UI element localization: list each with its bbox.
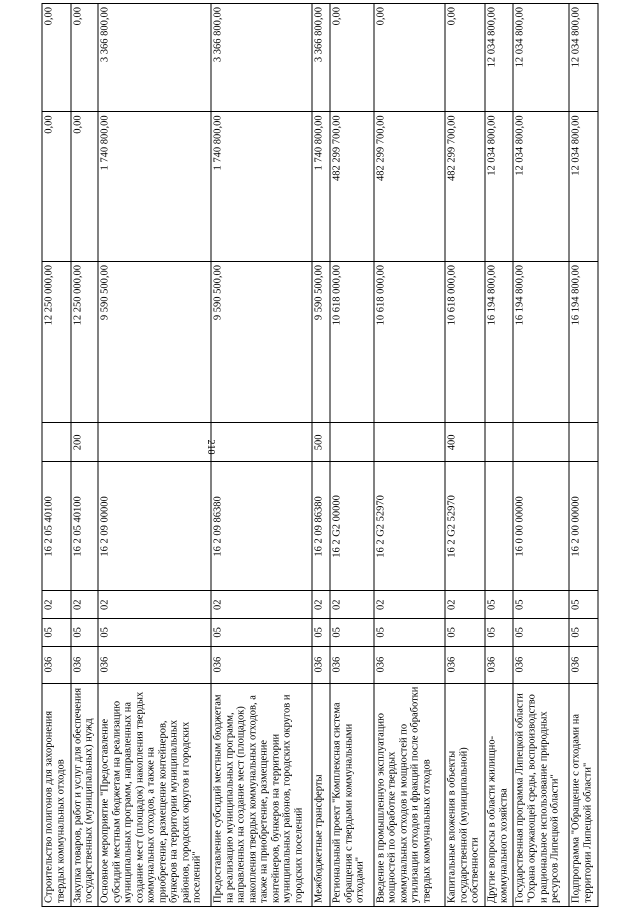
table-row (312, 4, 330, 907)
grbs-code: 036 (569, 646, 598, 683)
expense-type-code (485, 423, 514, 462)
amount-year-2: 12 034 800,00 (569, 112, 598, 262)
section-code: 05 (42, 619, 71, 647)
subsection-code: 05 (513, 591, 569, 619)
expense-type-code (374, 423, 446, 462)
row-name: Капитальные вложения в объекты государственной (муниципальной) собственности (445, 683, 485, 906)
subsection-code: 02 (42, 591, 71, 619)
target-item-code: 16 2 05 40100 (42, 462, 71, 591)
table-row (42, 4, 71, 907)
table-row (513, 4, 569, 907)
grbs-code: 036 (71, 646, 99, 683)
amount-year-2: 482 299 700,00 (330, 112, 373, 262)
amount-year-3: 3 366 800,00 (98, 4, 211, 112)
subsection-code: 02 (374, 591, 446, 619)
row-name: Межбюджетные трансферты (312, 683, 330, 906)
expense-type-code (42, 423, 71, 462)
section-code: 05 (211, 619, 312, 647)
target-item-code: 16 2 05 40100 (71, 462, 99, 591)
row-name: Подпрограмма "Обращение с отходами на территории Липецкой области" (569, 683, 598, 906)
amount-year-2: 482 299 700,00 (374, 112, 446, 262)
amount-year-3: 0,00 (374, 4, 446, 112)
amount-year-1: 12 250 000,00 (42, 262, 71, 423)
table-row (211, 4, 312, 907)
grbs-code: 036 (513, 646, 569, 683)
row-name: Региональный проект "Комплексная система обращения с твердыми коммунальными отходами" (330, 683, 373, 906)
section-code: 05 (374, 619, 446, 647)
subsection-code: 02 (211, 591, 312, 619)
table-row (330, 4, 373, 907)
expense-type-code (211, 423, 312, 462)
section-code: 05 (485, 619, 514, 647)
grbs-code: 036 (374, 646, 446, 683)
section-code: 05 (513, 619, 569, 647)
target-item-code: 16 2 09 86380 (312, 462, 330, 591)
subsection-code: 02 (71, 591, 99, 619)
amount-year-2: 1 740 800,00 (312, 112, 330, 262)
section-code: 05 (71, 619, 99, 647)
section-code: 05 (312, 619, 330, 647)
row-name: Закупка товаров, работ и услуг для обеспечения государственных (муниципальных) нужд (71, 683, 99, 906)
target-item-code (485, 462, 514, 591)
target-item-code: 16 2 G2 52970 (445, 462, 485, 591)
section-code: 05 (98, 619, 211, 647)
table-row (98, 4, 211, 907)
expense-type-code: 400 (445, 423, 485, 462)
table-row (485, 4, 514, 907)
target-item-code: 16 2 G2 52970 (374, 462, 446, 591)
page-number: 210 (205, 439, 216, 455)
subsection-code: 05 (569, 591, 598, 619)
target-item-code: 16 0 00 00000 (513, 462, 569, 591)
expense-type-code: 500 (312, 423, 330, 462)
amount-year-1: 9 590 500,00 (98, 262, 211, 423)
section-code: 05 (330, 619, 373, 647)
amount-year-1: 10 618 000,00 (445, 262, 485, 423)
section-code: 05 (445, 619, 485, 647)
amount-year-3: 12 034 800,00 (513, 4, 569, 112)
budget-table (42, 3, 599, 907)
amount-year-1: 10 618 000,00 (330, 262, 373, 423)
amount-year-3: 3 366 800,00 (211, 4, 312, 112)
subsection-code: 02 (98, 591, 211, 619)
subsection-code: 02 (445, 591, 485, 619)
subsection-code: 05 (485, 591, 514, 619)
amount-year-2: 12 034 800,00 (513, 112, 569, 262)
grbs-code: 036 (485, 646, 514, 683)
target-item-code: 16 2 09 00000 (98, 462, 211, 591)
amount-year-1: 16 194 800,00 (485, 262, 514, 423)
table-row (445, 4, 485, 907)
table-row (569, 4, 598, 907)
amount-year-2: 482 299 700,00 (445, 112, 485, 262)
amount-year-1: 9 590 500,00 (211, 262, 312, 423)
row-name: Государственная программа Липецкой области "Охрана окружающей среды, воспроизводство и рациональное использование природных ресурсов Липецкой области" (513, 683, 569, 906)
row-name: Введение в промышленную эксплуатацию мощностей по обработке твердых коммунальных отходов и мощностей по утилизации отходов и фракций после обработки твердых коммунальных отходов (374, 683, 446, 906)
amount-year-2: 12 034 800,00 (485, 112, 514, 262)
row-name: Основное мероприятие "Предоставление субсидий местным бюджетам на реализацию муниципальных программ, направленных на создание мест (площадок) накопления твердых коммунальных отходов, а также на приобретение, размещение контейнеров, бункеров на территории муниципальных районов, городских округов и городских поселений" (98, 683, 211, 906)
amount-year-3: 3 366 800,00 (312, 4, 330, 112)
expense-type-code (513, 423, 569, 462)
expense-type-code (98, 423, 211, 462)
expense-type-code (569, 423, 598, 462)
expense-type-code: 200 (71, 423, 99, 462)
amount-year-1: 12 250 000,00 (71, 262, 99, 423)
amount-year-3: 0,00 (330, 4, 373, 112)
table-row (374, 4, 446, 907)
amount-year-2: 1 740 800,00 (211, 112, 312, 262)
amount-year-1: 9 590 500,00 (312, 262, 330, 423)
rotated-page-content (42, 3, 599, 907)
amount-year-1: 16 194 800,00 (513, 262, 569, 423)
amount-year-3: 0,00 (42, 4, 71, 112)
amount-year-2: 0,00 (42, 112, 71, 262)
expense-type-code (330, 423, 373, 462)
grbs-code: 036 (42, 646, 71, 683)
amount-year-3: 12 034 800,00 (569, 4, 598, 112)
table-row (71, 4, 99, 907)
target-item-code: 16 2 00 00000 (569, 462, 598, 591)
subsection-code: 02 (312, 591, 330, 619)
amount-year-3: 12 034 800,00 (485, 4, 514, 112)
amount-year-3: 0,00 (445, 4, 485, 112)
amount-year-2: 1 740 800,00 (98, 112, 211, 262)
grbs-code: 036 (211, 646, 312, 683)
section-code: 05 (569, 619, 598, 647)
amount-year-2: 0,00 (71, 112, 99, 262)
grbs-code: 036 (445, 646, 485, 683)
row-name: Строительство полигонов для захоронения твердых коммунальных отходов (42, 683, 71, 906)
amount-year-3: 0,00 (71, 4, 99, 112)
row-name: Другие вопросы в области жилищно-коммунального хозяйства (485, 683, 514, 906)
target-item-code: 16 2 G2 00000 (330, 462, 373, 591)
subsection-code: 02 (330, 591, 373, 619)
grbs-code: 036 (98, 646, 211, 683)
target-item-code: 16 2 09 86380 (211, 462, 312, 591)
row-name: Предоставление субсидий местным бюджетам на реализацию муниципальных программ, направленных на создание мест (площадок) накопления твердых коммунальных отходов, а также на приобретение, размещение контейнеров, бункеров на территории муниципальных районов, городских округов и городских поселений (211, 683, 312, 906)
grbs-code: 036 (312, 646, 330, 683)
amount-year-1: 10 618 000,00 (374, 262, 446, 423)
grbs-code: 036 (330, 646, 373, 683)
amount-year-1: 16 194 800,00 (569, 262, 598, 423)
